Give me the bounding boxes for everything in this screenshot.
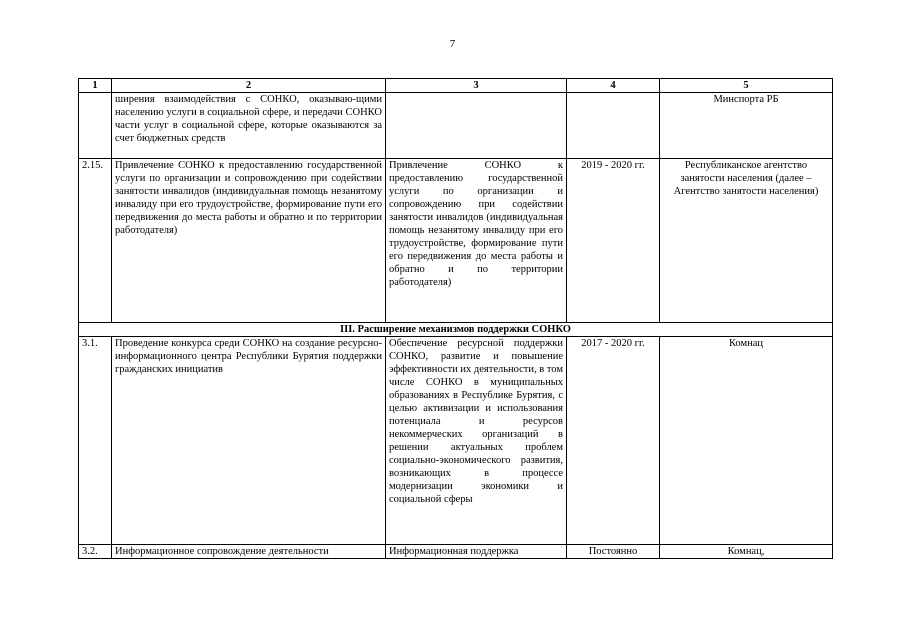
header-cell: 4 [567, 79, 660, 93]
plan-table [78, 78, 833, 559]
executor-cell: Комнац, [660, 545, 833, 559]
header-cell: 3 [386, 79, 567, 93]
table-row [79, 93, 833, 159]
result-cell: Информационная поддержка [386, 545, 567, 559]
row-number: 2.15. [79, 159, 112, 323]
executor-cell: Минспорта РБ [660, 93, 833, 159]
section-title: III. Расширение механизмов поддержки СОНКО [79, 323, 833, 337]
result-cell [386, 93, 567, 159]
result-cell: Обеспечение ресурсной поддержки СОНКО, развитие и повышение эффективности их деятельности, в том числе СОНКО в муниципальных образованиях в Республике Бурятия, с целью активизации и использования потенциала и ресурсов некоммерческих организаций в решении актуальных проблем социально-экономического развития, возникающих в процессе модернизации экономики и социальной сферы [386, 337, 567, 545]
activity-cell: Информационное сопровождение деятельности [112, 545, 386, 559]
table-row [79, 159, 833, 323]
executor-cell: Республиканское агентство занятости населения (далее – Агентство занятости населения) [660, 159, 833, 323]
page-number: 7 [449, 38, 456, 50]
table-row [79, 337, 833, 545]
header-cell: 2 [112, 79, 386, 93]
row-number [79, 93, 112, 159]
result-cell: Привлечение СОНКО к предоставлению государственной услуги по организации и сопровождению при содействии занятости инвалидов (индивидуальная помощь незанятому инвалиду при его трудоустройстве, формирование пути его передвижения до места работы и обратно и по территории работодателя) [386, 159, 567, 323]
section-row [79, 323, 833, 337]
header-cell: 1 [79, 79, 112, 93]
table-row [79, 545, 833, 559]
table-header-row [79, 79, 833, 93]
executor-cell: Комнац [660, 337, 833, 545]
activity-cell: Проведение конкурса среди СОНКО на создание ресурсно-информационного центра Республики Бурятия поддержки гражданских инициатив [112, 337, 386, 545]
activity-cell: ширения взаимодействия с СОНКО, оказываю-щими населению услуги в социальной сфере, и передачи СОНКО части услуг в социальной сфере, которые оказываются за счет бюджетных средств [112, 93, 386, 159]
period-cell: 2019 - 2020 гг. [567, 159, 660, 323]
period-cell [567, 93, 660, 159]
row-number: 3.1. [79, 337, 112, 545]
row-number: 3.2. [79, 545, 112, 559]
header-cell: 5 [660, 79, 833, 93]
activity-cell: Привлечение СОНКО к предоставлению государственной услуги по организации и сопровождению при содействии занятости инвалидов (индивидуальная помощь незанятому инвалиду при его трудоустройстве, формирование пути его передвижения до места работы и обратно и по территории работодателя) [112, 159, 386, 323]
period-cell: 2017 - 2020 гг. [567, 337, 660, 545]
period-cell: Постоянно [567, 545, 660, 559]
